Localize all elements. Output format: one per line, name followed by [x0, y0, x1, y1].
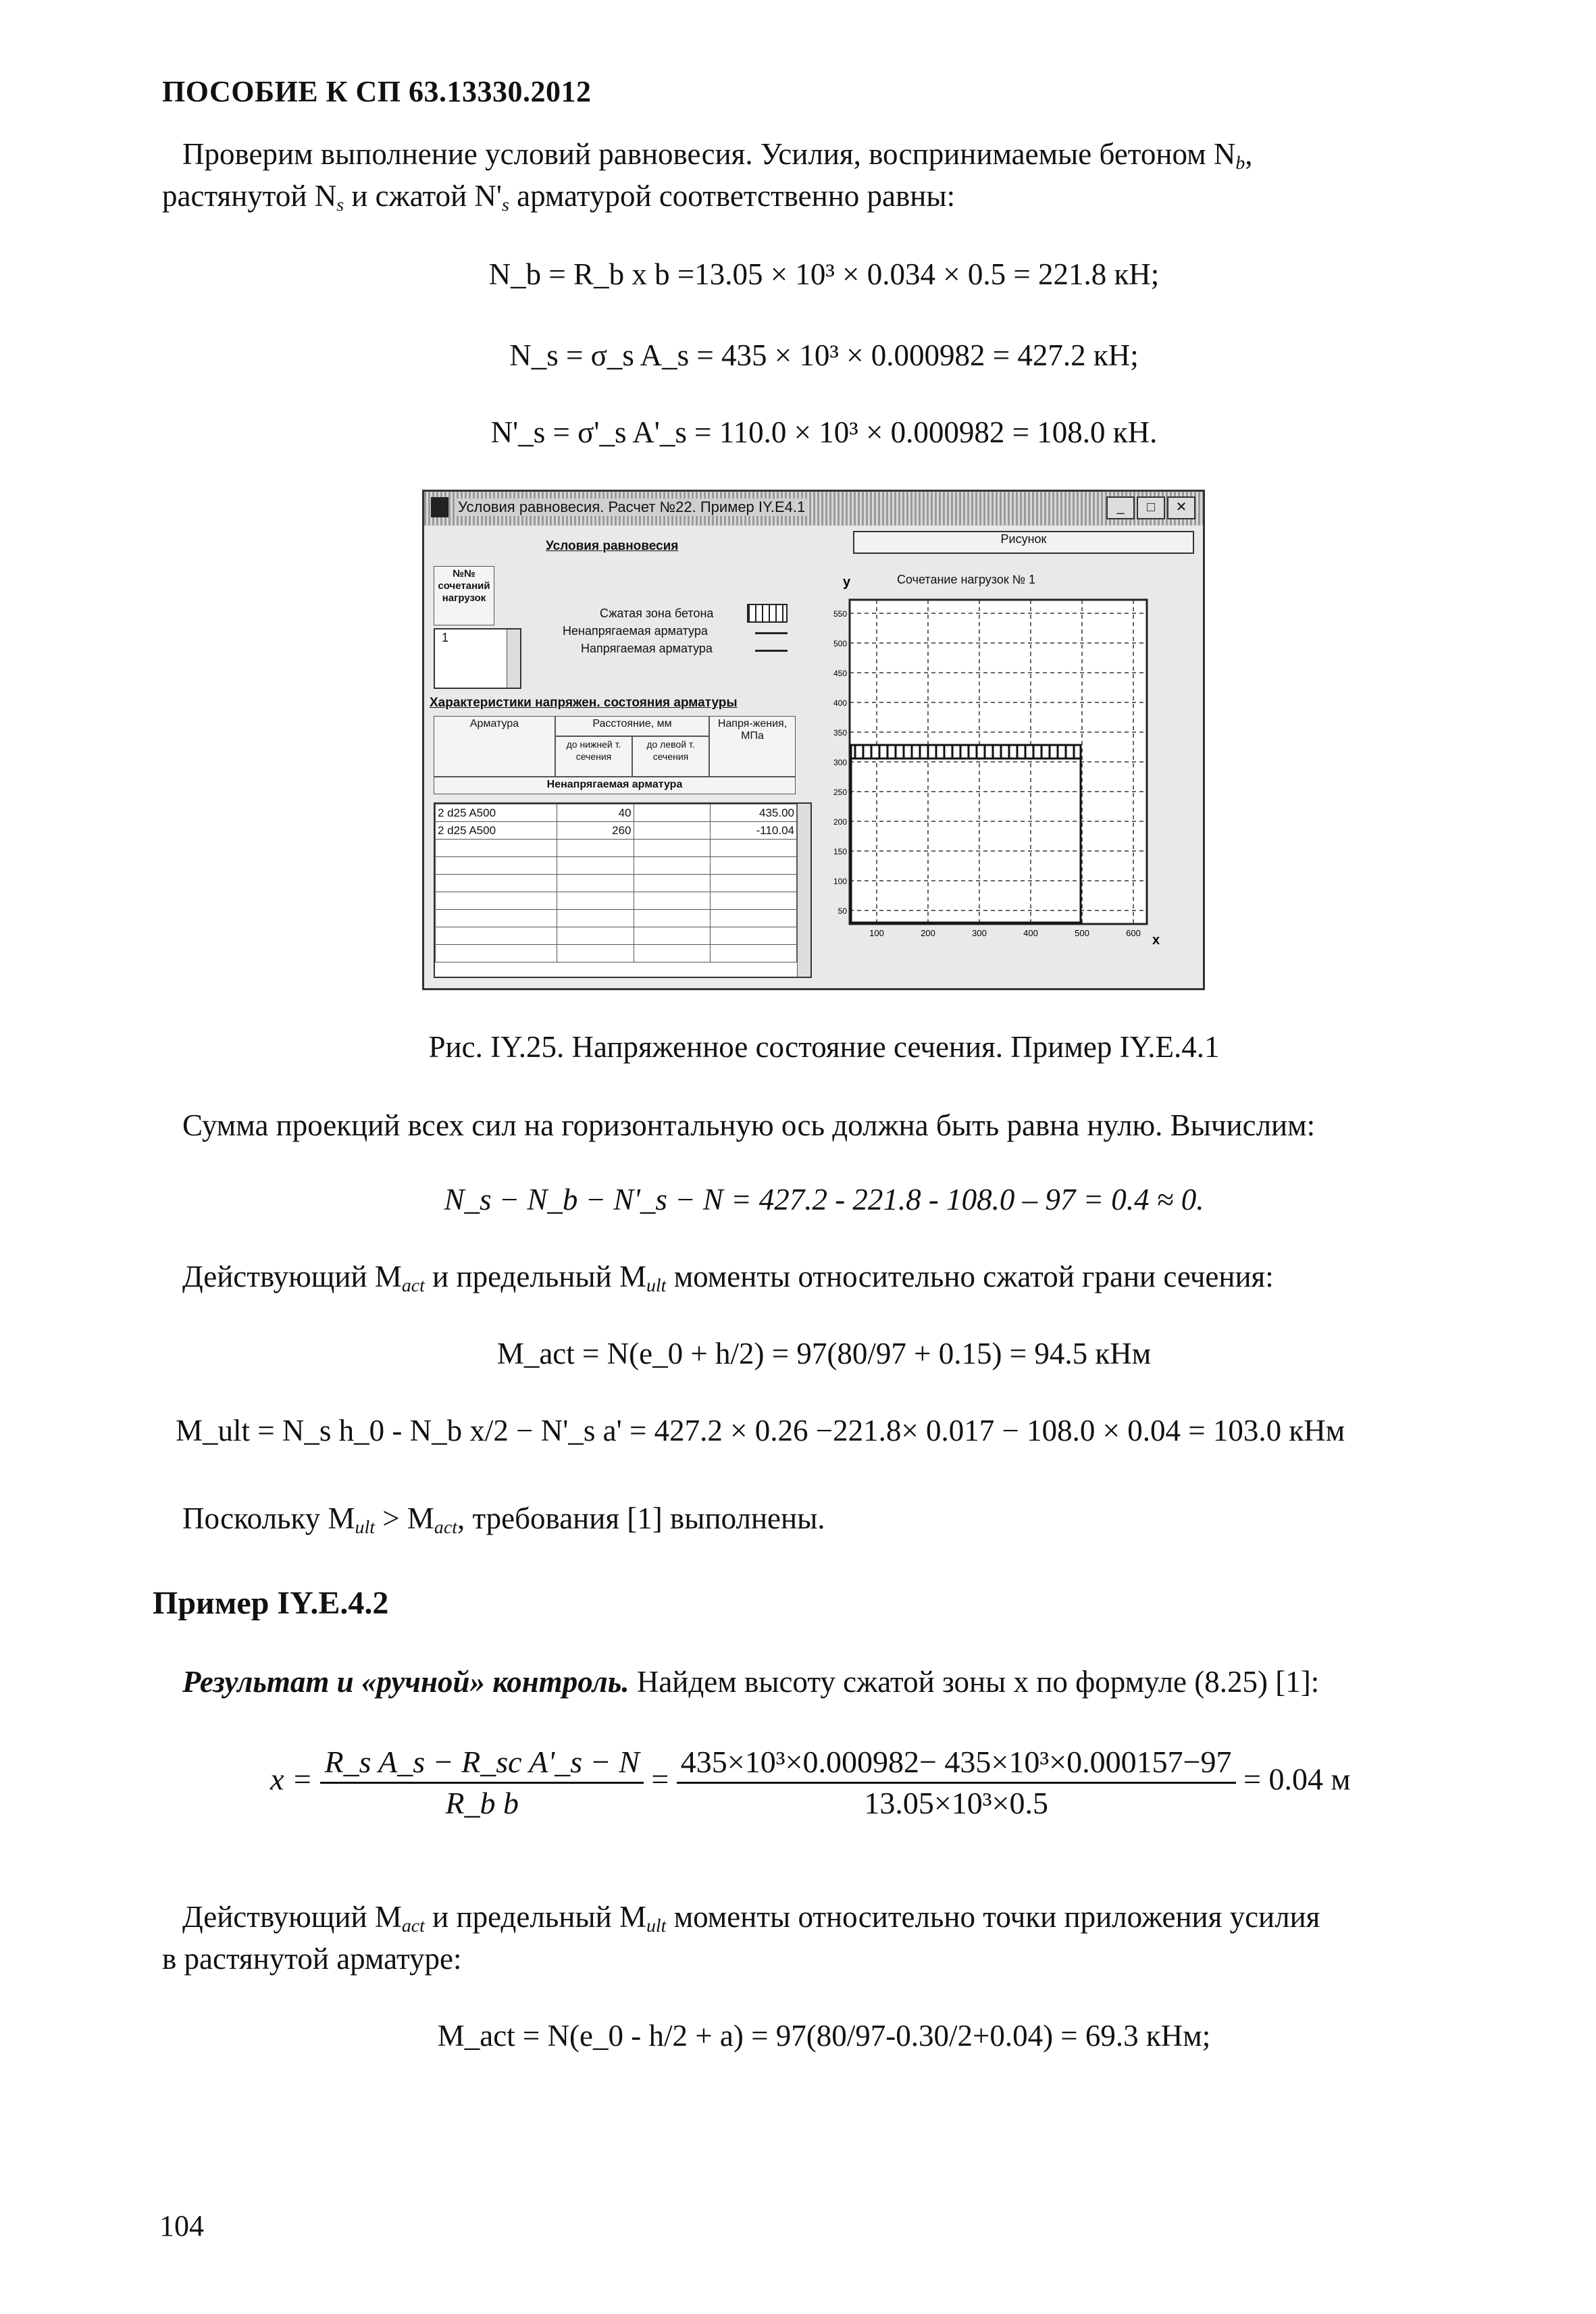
stress-plot — [829, 566, 1198, 978]
characteristics-title: Характеристики напряжен. состояния арматуры — [430, 696, 738, 710]
x-tick-label: 200 — [921, 928, 935, 938]
table-row[interactable]: 2 d25 A500 40 435.00 — [436, 804, 797, 822]
fraction-symbolic: $\frac{\text{R\_s A\_s − R\_sc A'\_s − N}}{\text{R\_b b}}$ — [320, 1743, 643, 1822]
paragraph-equilibrium: Проверим выполнение условий равновесия. Усилия, воспринимаемые бетоном $N_b$, — [182, 137, 1253, 174]
x-tick-label: 300 — [972, 928, 987, 938]
window-title: Условия равновесия. Расчет №22. Пример IY.E4.1 — [455, 498, 808, 516]
p1-text: Проверим выполнение условий равновесия. Усилия, воспринимаемые бетоном N — [182, 137, 1236, 171]
col-dist-bottom: до нижней т. сечения — [555, 736, 632, 777]
y-tick-label: 500 — [833, 639, 847, 648]
y-axis-label: y — [843, 575, 851, 590]
equation-m-act: M_act = N(e_0 + h/2) = 97(80/97 + 0.15) = 94.5 кНм — [496, 1337, 1152, 1370]
legend-prestressed: Напрягаемая арматура — [581, 642, 713, 655]
x-tick-label: 500 — [1075, 928, 1089, 938]
table-row — [436, 927, 797, 945]
equation-m-act-tension: M_act = N(e_0 - h/2 + a) = 97(80/97-0.30/2+0.04) = 69.3 кНм; — [437, 2019, 1211, 2053]
combo-header: №№ сочетаний нагрузок — [434, 566, 494, 625]
equation-nb: N_b = R_b x b =13.05 × 10³ × 0.034 × 0.5 = 221.8 кН; — [488, 257, 1160, 291]
y-tick-label: 200 — [833, 817, 847, 827]
table-row — [436, 910, 797, 927]
y-tick-label: 250 — [833, 788, 847, 797]
equation-force-sum: N_s − N_b − N'_s − N = 427.2 - 221.8 - 108.0 – 97 = 0.4 ≈ 0. — [444, 1183, 1204, 1216]
x-tick-label: 600 — [1126, 928, 1141, 938]
table-subheader: Ненапрягаемая арматура — [434, 777, 796, 794]
table-scrollbar[interactable] — [797, 804, 810, 977]
legend-nonprestressed: Ненапрягаемая арматура — [563, 624, 708, 638]
y-tick-label: 450 — [833, 669, 847, 678]
combo-scrollbar[interactable] — [507, 629, 520, 688]
running-header: ПОСОБИЕ К СП 63.13330.2012 — [162, 75, 592, 108]
table-row — [436, 875, 797, 892]
y-tick-label: 50 — [838, 906, 847, 916]
y-tick-label: 400 — [833, 698, 847, 708]
x-tick-label: 100 — [869, 928, 884, 938]
equation-ns: N_s = σ_s A_s = 435 × 10³ × 0.000982 = 427.2 кН; — [509, 338, 1139, 372]
plot-title: Сочетание нагрузок № 1 — [897, 573, 1036, 586]
fraction-numeric: $\frac{\text{435×10³×0.000982− 435×10³×0.000157−97}}{\text{13.05×10³×0.5}}$ — [677, 1743, 1236, 1822]
program-screenshot — [422, 490, 1205, 990]
table-row — [436, 945, 797, 962]
armature-table — [434, 802, 812, 978]
table-row — [436, 857, 797, 875]
left-panel-title: Условия равновесия — [546, 539, 679, 553]
col-armature: Арматура — [434, 716, 555, 777]
paragraph-conclusion: Поскольку $M_{ult} > M_{act}$, требования [1] выполнены. — [182, 1501, 825, 1538]
paragraph-moments: Действующий $M_{act}$ и предельный $M_{ult}$ моменты относительно сжатой грани сечения: — [182, 1260, 1274, 1296]
equation-x: x = $\frac{\text{R\_s A\_s − R\_sc A'\_s − N}}{\text{R\_b b}}$ = $\frac{\text{435×10³×0.000982− 435×10³×0.000157−97}}{\text{13.05×10³×0.5}}$ = 0.04 м — [270, 1743, 1486, 1822]
col-distance: Расстояние, мм — [555, 716, 709, 736]
paragraph-result: Результат и «ручной» контроль. Найдем высоту сжатой зоны x по формуле (8.25) [1]: — [182, 1665, 1320, 1699]
table-row[interactable]: 2 d25 A500 260 -110.04 — [436, 822, 797, 840]
legend-line-nonprestressed — [755, 632, 788, 634]
app-icon — [431, 497, 448, 517]
y-tick-label: 300 — [833, 758, 847, 767]
paragraph-equilibrium-line2: растянутой $N_s$ и сжатой $N'_s$ арматурой соответственно равны: — [162, 179, 956, 215]
legend-compressed-zone: Сжатая зона бетона — [600, 607, 714, 620]
y-tick-label: 350 — [833, 728, 847, 738]
paragraph-sum-projections: Сумма проекций всех сил на горизонтальную ось должна быть равна нулю. Вычислим: — [182, 1108, 1316, 1142]
equation-m-ult: M_ult = N_s h_0 - N_b x/2 − N'_s a' = 427.2 × 0.26 −221.8× 0.017 − 108.0 × 0.04 = 103.0 кНм — [176, 1414, 1345, 1447]
y-tick-label: 100 — [833, 877, 847, 886]
window-titlebar — [424, 492, 1203, 525]
figure-button[interactable]: Рисунок — [853, 531, 1194, 554]
page-number: 104 — [159, 2209, 204, 2242]
x-axis-label: x — [1152, 933, 1160, 948]
section-heading: Пример IY.E.4.2 — [153, 1585, 389, 1621]
x-tick-label: 400 — [1023, 928, 1038, 938]
table-row — [436, 840, 797, 857]
y-tick-label: 150 — [833, 847, 847, 856]
legend-line-prestressed — [755, 650, 788, 652]
paragraph-moments-tension: Действующий $M_{act}$ и предельный $M_{ult}$ моменты относительно точки приложения усилия — [182, 1900, 1320, 1936]
col-dist-left: до левой т. сечения — [632, 736, 709, 777]
equation-ns-prime: N'_s = σ'_s A'_s = 110.0 × 10³ × 0.000982 = 108.0 кН. — [490, 415, 1158, 449]
paragraph-moments-tension-line2: в растянутой арматуре: — [162, 1942, 462, 1976]
compressed-zone — [851, 745, 1081, 759]
combo-list[interactable] — [434, 628, 521, 689]
combo-value[interactable]: 1 — [442, 631, 449, 644]
y-tick-label: 550 — [833, 609, 847, 619]
minimize-icon[interactable]: _ — [1106, 496, 1135, 519]
figure-caption: Рис. IY.25. Напряженное состояние сечения. Пример IY.E.4.1 — [428, 1030, 1220, 1064]
table-row — [436, 892, 797, 910]
close-icon[interactable]: ✕ — [1167, 496, 1195, 519]
hatch-swatch — [747, 604, 788, 623]
maximize-icon[interactable]: □ — [1137, 496, 1165, 519]
col-stress: Напря-жения, МПа — [709, 716, 796, 777]
